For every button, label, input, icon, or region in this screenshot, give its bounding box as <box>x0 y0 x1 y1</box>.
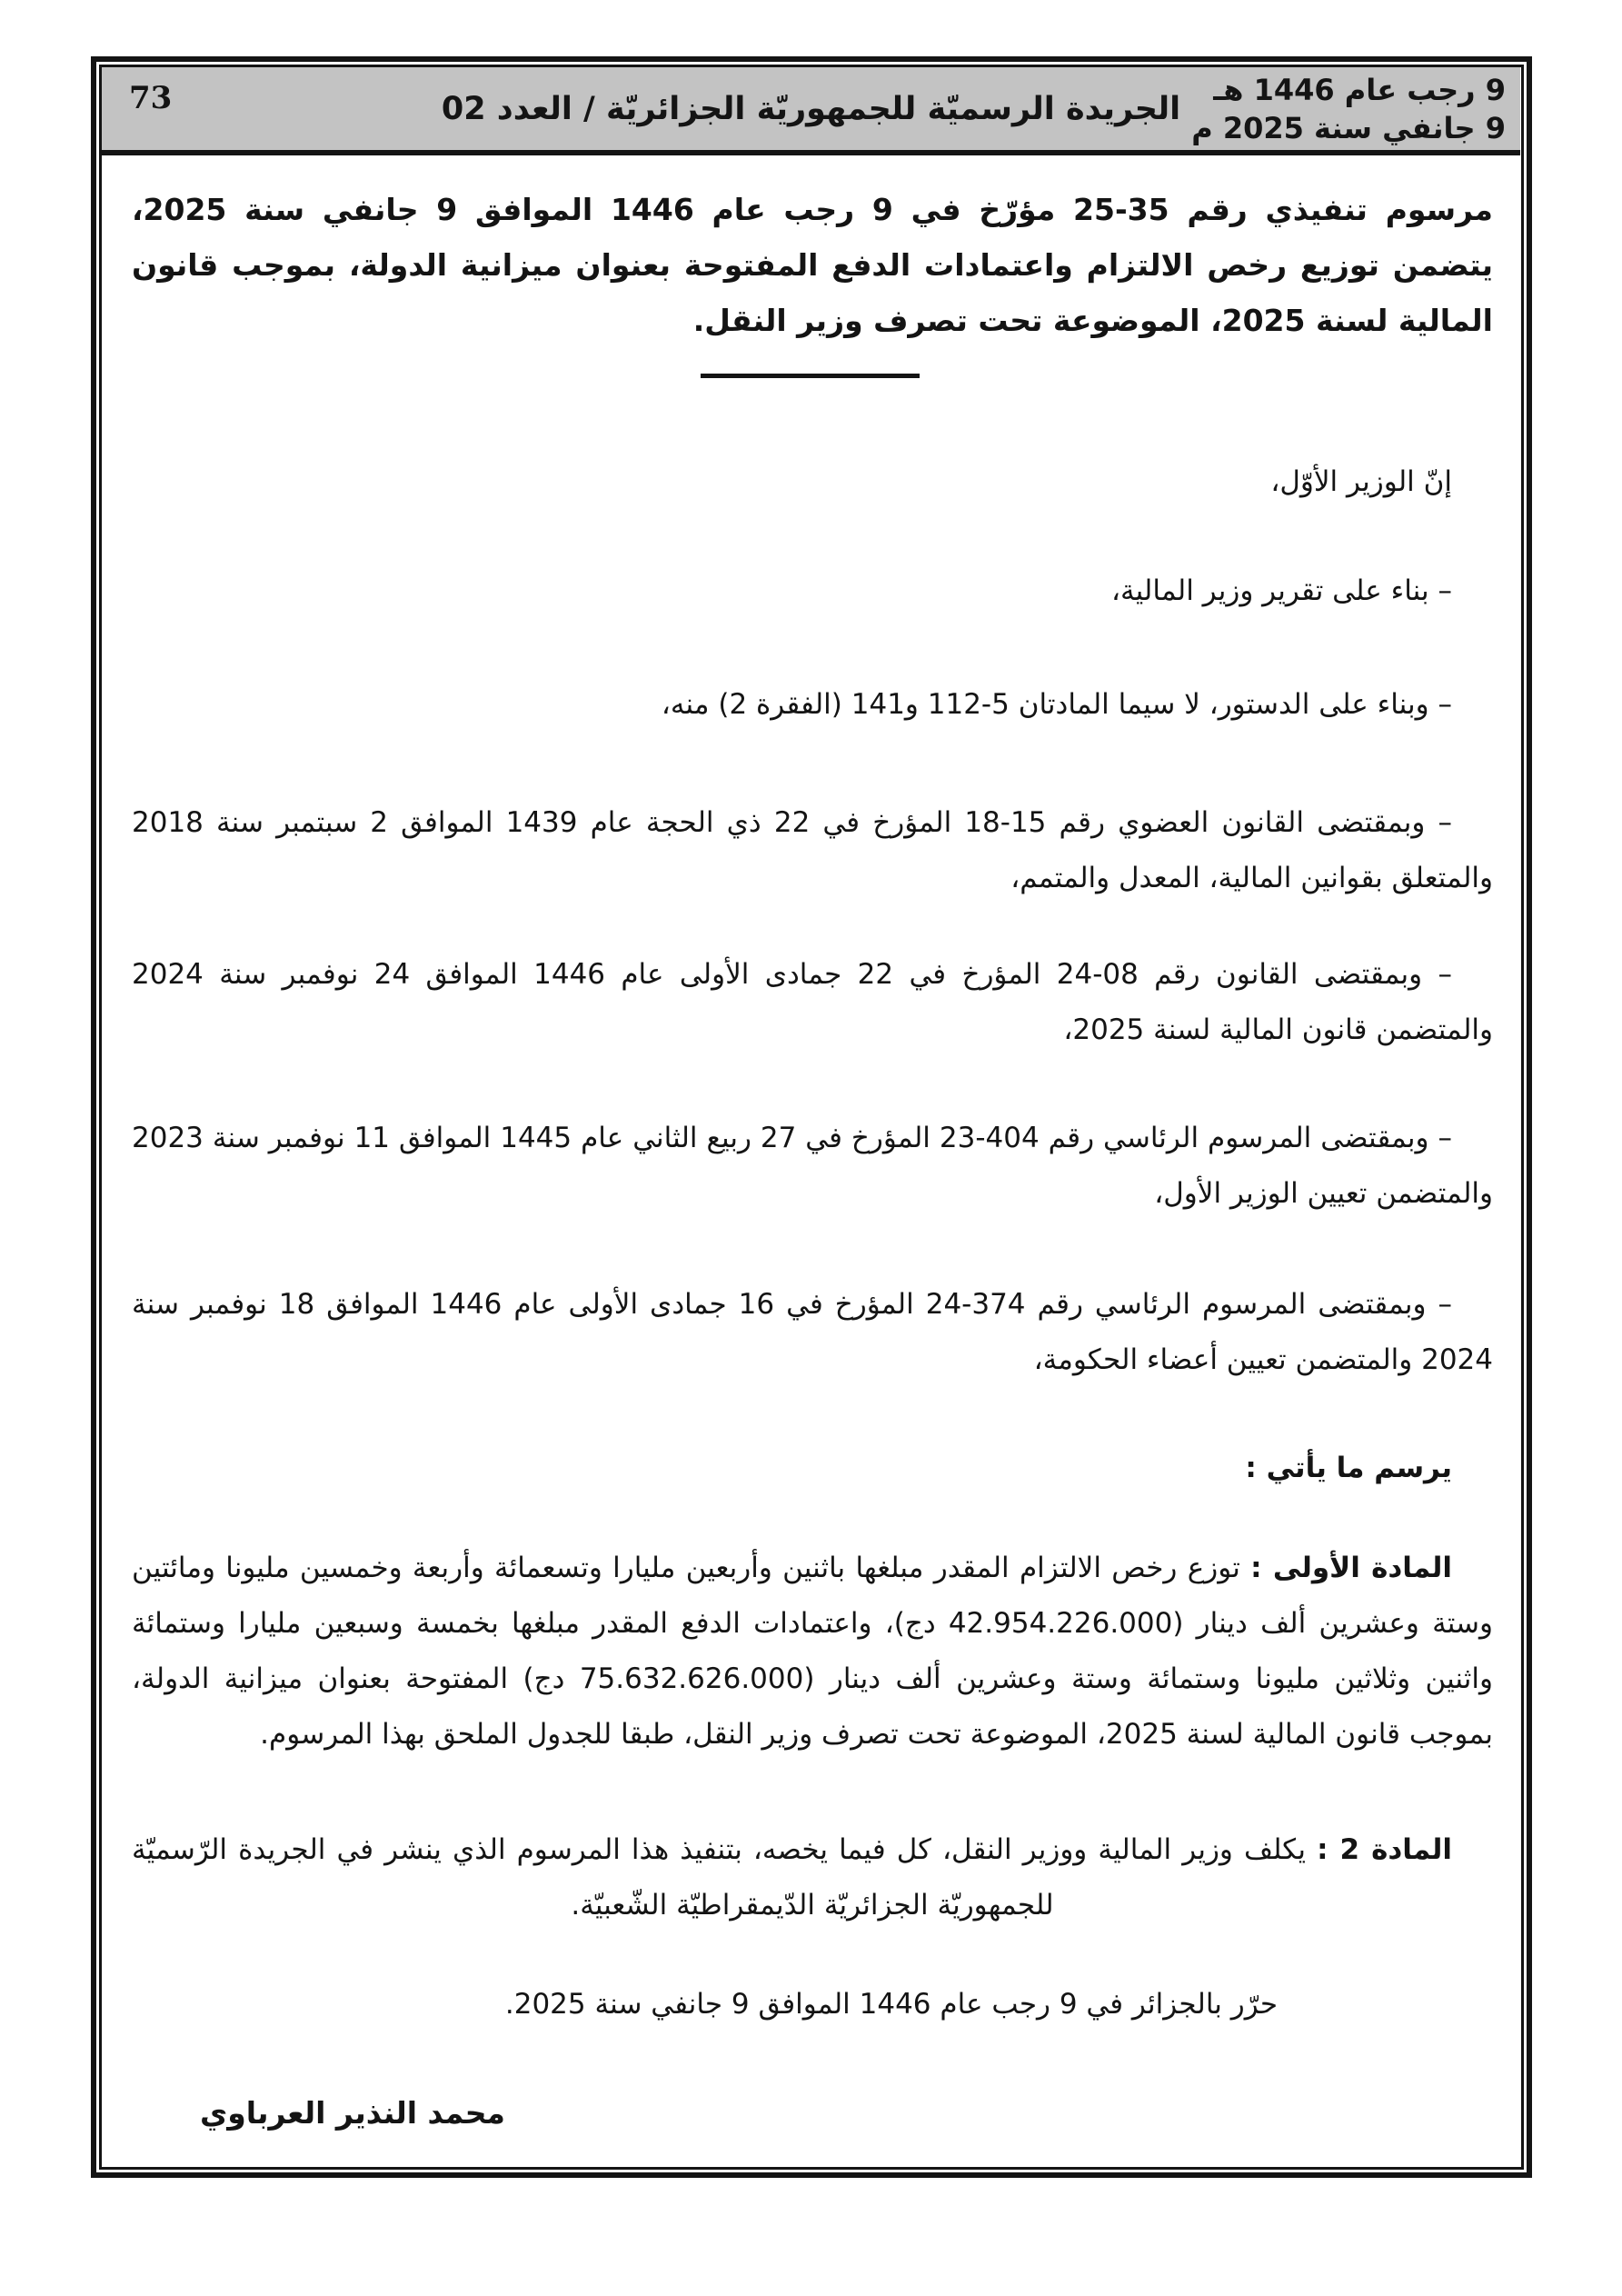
consideration-organic-law: – وبمقتضى القانون العضوي رقم 15-18 المؤرخ في 22 ذي الحجة عام 1439 الموافق 2 سبتمبر سنة 2018 والمتعلق بقوانين المالية، المعدل والمتمم، <box>132 806 1493 894</box>
decree-title: مرسوم تنفيذي رقم 35-25 مؤرّخ في 9 رجب عام 1446 الموافق 9 جانفي سنة 2025، يتضمن توزيع رخص الالتزام واعتمادات الدفع المفتوحة بعنوان ميزانية الدولة، بموجب قانون المالية لسنة 2025، الموضوعة تحت تصرف وزير النقل. <box>132 192 1493 338</box>
title-separator-rule <box>701 374 920 378</box>
gregorian-date: 9 جانفي سنة 2025 م <box>1191 111 1506 145</box>
page-number: 73 <box>129 80 173 116</box>
consideration-pm-appointment-decree: – وبمقتضى المرسوم الرئاسي رقم 404-23 المؤرخ في 27 ربيع الثاني عام 1445 الموافق 11 نوفمبر سنة 2023 والمتضمن تعيين الوزير الأول، <box>132 1122 1493 1210</box>
article-1 <box>132 1541 1493 1762</box>
preamble-line: إنّ الوزير الأوّل، <box>1270 465 1452 498</box>
consideration-constitution: – وبناء على الدستور، لا سيما المادتان 5-112 و141 (الفقرة 2) منه، <box>661 688 1452 721</box>
consideration-finance-law: – وبمقتضى القانون رقم 08-24 المؤرخ في 22 جمادى الأولى عام 1446 الموافق 24 نوفمبر سنة 2024 والمتضمن قانون المالية لسنة 2025، <box>132 958 1493 1046</box>
consideration-government-appointment-decree: – وبمقتضى المرسوم الرئاسي رقم 374-24 المؤرخ في 16 جمادى الأولى عام 1446 الموافق 18 نوفمبر سنة 2024 والمتضمن تعيين أعضاء الحكومة، <box>132 1288 1493 1376</box>
article-1-text: توزع رخص الالتزام المقدر مبلغها باثنين وأربعين مليارا وتسعمائة وأربعة وخمسين مليونا ومائتين وستة وعشرين ألف دينار (42.954.226.000 دج)، واعتمادات الدفع المقدر مبلغها بخمسة وسبعين مليارا وستمائة واثنين وثلاثين مليونا وستمائة وستة وعشرين ألف دينار (75.632.626.000 دج) المفتوحة بعنوان ميزانية الدولة، بموجب قانون المالية لسنة 2025، الموضوعة تحت تصرف وزير النقل، طبقا للجدول الملحق بهذا المرسوم. <box>132 1552 1493 1751</box>
article-1-label: المادة الأولى : <box>1250 1552 1452 1584</box>
enactment-clause: يرسم ما يأتي : <box>1245 1452 1452 1484</box>
article-2-label: المادة 2 : <box>1317 1833 1452 1866</box>
consideration-report: – بناء على تقرير وزير المالية، <box>1110 574 1452 607</box>
header-dates <box>1191 71 1506 147</box>
signatory-name: محمد النذير العرباوي <box>200 2095 505 2131</box>
header-band <box>102 67 1520 155</box>
issued-place-date-line: حرّر بالجزائر في 9 رجب عام 1446 الموافق 9 جانفي سنة 2025. <box>504 1988 1278 2021</box>
article-2 <box>132 1822 1493 1933</box>
hijri-date: 9 رجب عام 1446 هـ <box>1213 73 1506 107</box>
journal-title: الجريدة الرسميّة للجمهوريّة الجزائريّة / العدد 02 <box>441 90 1181 127</box>
article-2-text: يكلف وزير المالية ووزير النقل، كل فيما يخصه، بتنفيذ هذا المرسوم الذي ينشر في الجريدة الرّسميّة للجمهوريّة الجزائريّة الدّيمقراطيّة الشّعبيّة. <box>132 1833 1307 1922</box>
